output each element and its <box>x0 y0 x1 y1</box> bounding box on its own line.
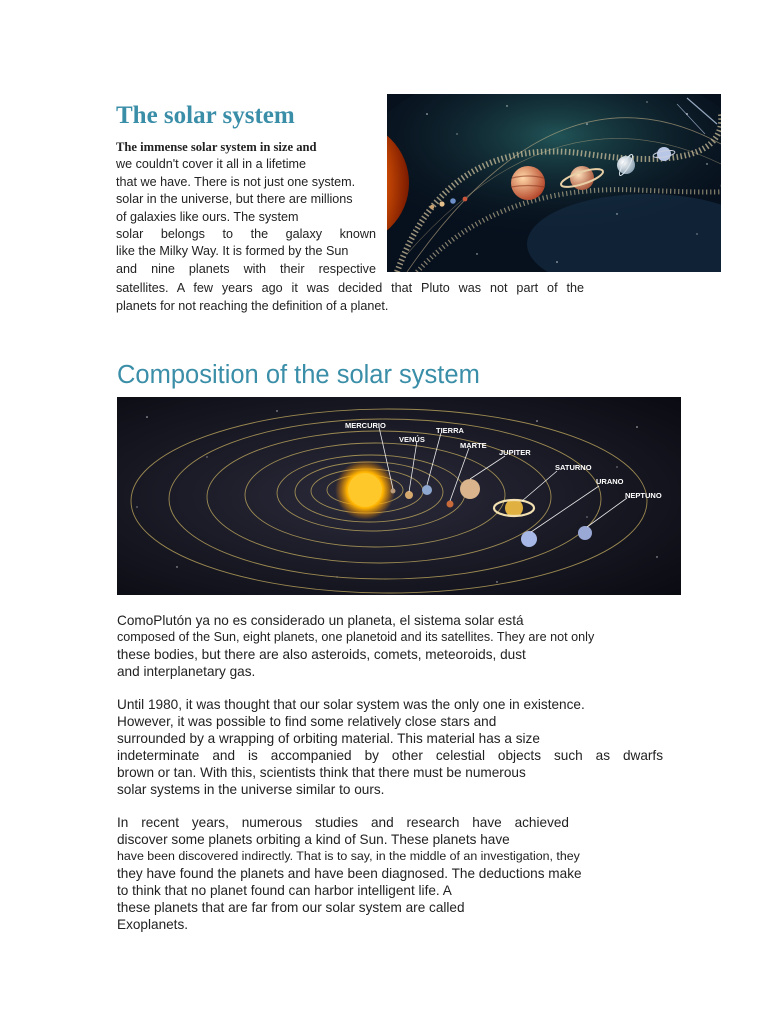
paragraph-line: to think that no planet found can harbor intelligent life. A <box>117 883 452 898</box>
composition-paragraph-2 <box>117 696 663 798</box>
label-neptuno: NEPTUNO <box>625 491 662 500</box>
intro-line: and nine planets with their respective <box>116 261 376 276</box>
paragraph-line: ComoPlutón ya no es considerado un planeta, el sistema solar está <box>117 613 524 628</box>
paragraph-line: indeterminate and is accompanied by other celestial objects such as dwarfs <box>117 748 663 763</box>
paragraph-line: these planets that are far from our solar system are called <box>117 900 465 915</box>
solar-system-orbit-diagram <box>117 397 681 595</box>
paragraph-line: surrounded by a wrapping of orbiting material. This material has a size <box>117 731 540 746</box>
paragraph-line: However, it was possible to find some relatively close stars and <box>117 714 497 729</box>
intro-line: solar belongs to the galaxy known <box>116 227 376 242</box>
section-title: Composition of the solar system <box>117 361 480 389</box>
intro-line: solar in the universe, but there are millions <box>116 192 353 207</box>
paragraph-line: these bodies, but there are also asteroids, comets, meteoroids, dust <box>117 647 526 662</box>
solar-system-illustration-art <box>387 94 721 272</box>
orbit-diagram-art <box>117 397 681 595</box>
intro-paragraph <box>116 139 376 278</box>
label-marte: MARTE <box>460 441 487 450</box>
label-tierra: TIERRA <box>436 426 464 435</box>
paragraph-line: brown or tan. With this, scientists think that there must be numerous <box>117 765 526 780</box>
intro-line: we couldn't cover it all in a lifetime <box>116 157 306 172</box>
label-mercurio: MERCURIO <box>345 421 386 430</box>
paragraph-line: In recent years, numerous studies and research have achieved <box>117 815 569 830</box>
paragraph-line: and interplanetary gas. <box>117 664 256 679</box>
paragraph-line: composed of the Sun, eight planets, one planetoid and its satellites. They are not only <box>117 630 595 644</box>
solar-system-illustration <box>387 94 721 272</box>
label-jupiter: JUPITER <box>499 448 531 457</box>
paragraph-line: solar systems in the universe similar to ours. <box>117 782 385 797</box>
composition-paragraph-3 <box>117 814 663 933</box>
composition-paragraph-1 <box>117 612 663 680</box>
page-title: The solar system <box>116 102 295 129</box>
paragraph-line: have been discovered indirectly. That is to say, in the middle of an investigation, they <box>117 849 580 863</box>
paragraph-line: Until 1980, it was thought that our solar system was the only one in existence. <box>117 697 585 712</box>
intro-line: that we have. There is not just one system. <box>116 174 356 189</box>
paragraph-line: Exoplanets. <box>117 917 189 932</box>
paragraph-line: they have found the planets and have been diagnosed. The deductions make <box>117 866 582 881</box>
intro-line: like the Milky Way. It is formed by the Sun <box>116 244 349 259</box>
intro-line: of galaxies like ours. The system <box>116 209 299 224</box>
intro-line: satellites. A few years ago it was decided that Pluto was not part of the <box>116 281 584 295</box>
intro-line: The immense solar system in size and <box>116 140 317 154</box>
label-urano: URANO <box>596 477 624 486</box>
intro-line: planets for not reaching the definition of a planet. <box>116 299 389 313</box>
label-saturno: SATURNO <box>555 463 592 472</box>
paragraph-line: discover some planets orbiting a kind of Sun. These planets have <box>117 832 510 847</box>
intro-paragraph-continuation <box>116 279 584 315</box>
label-venus: VENÚS <box>399 435 425 444</box>
